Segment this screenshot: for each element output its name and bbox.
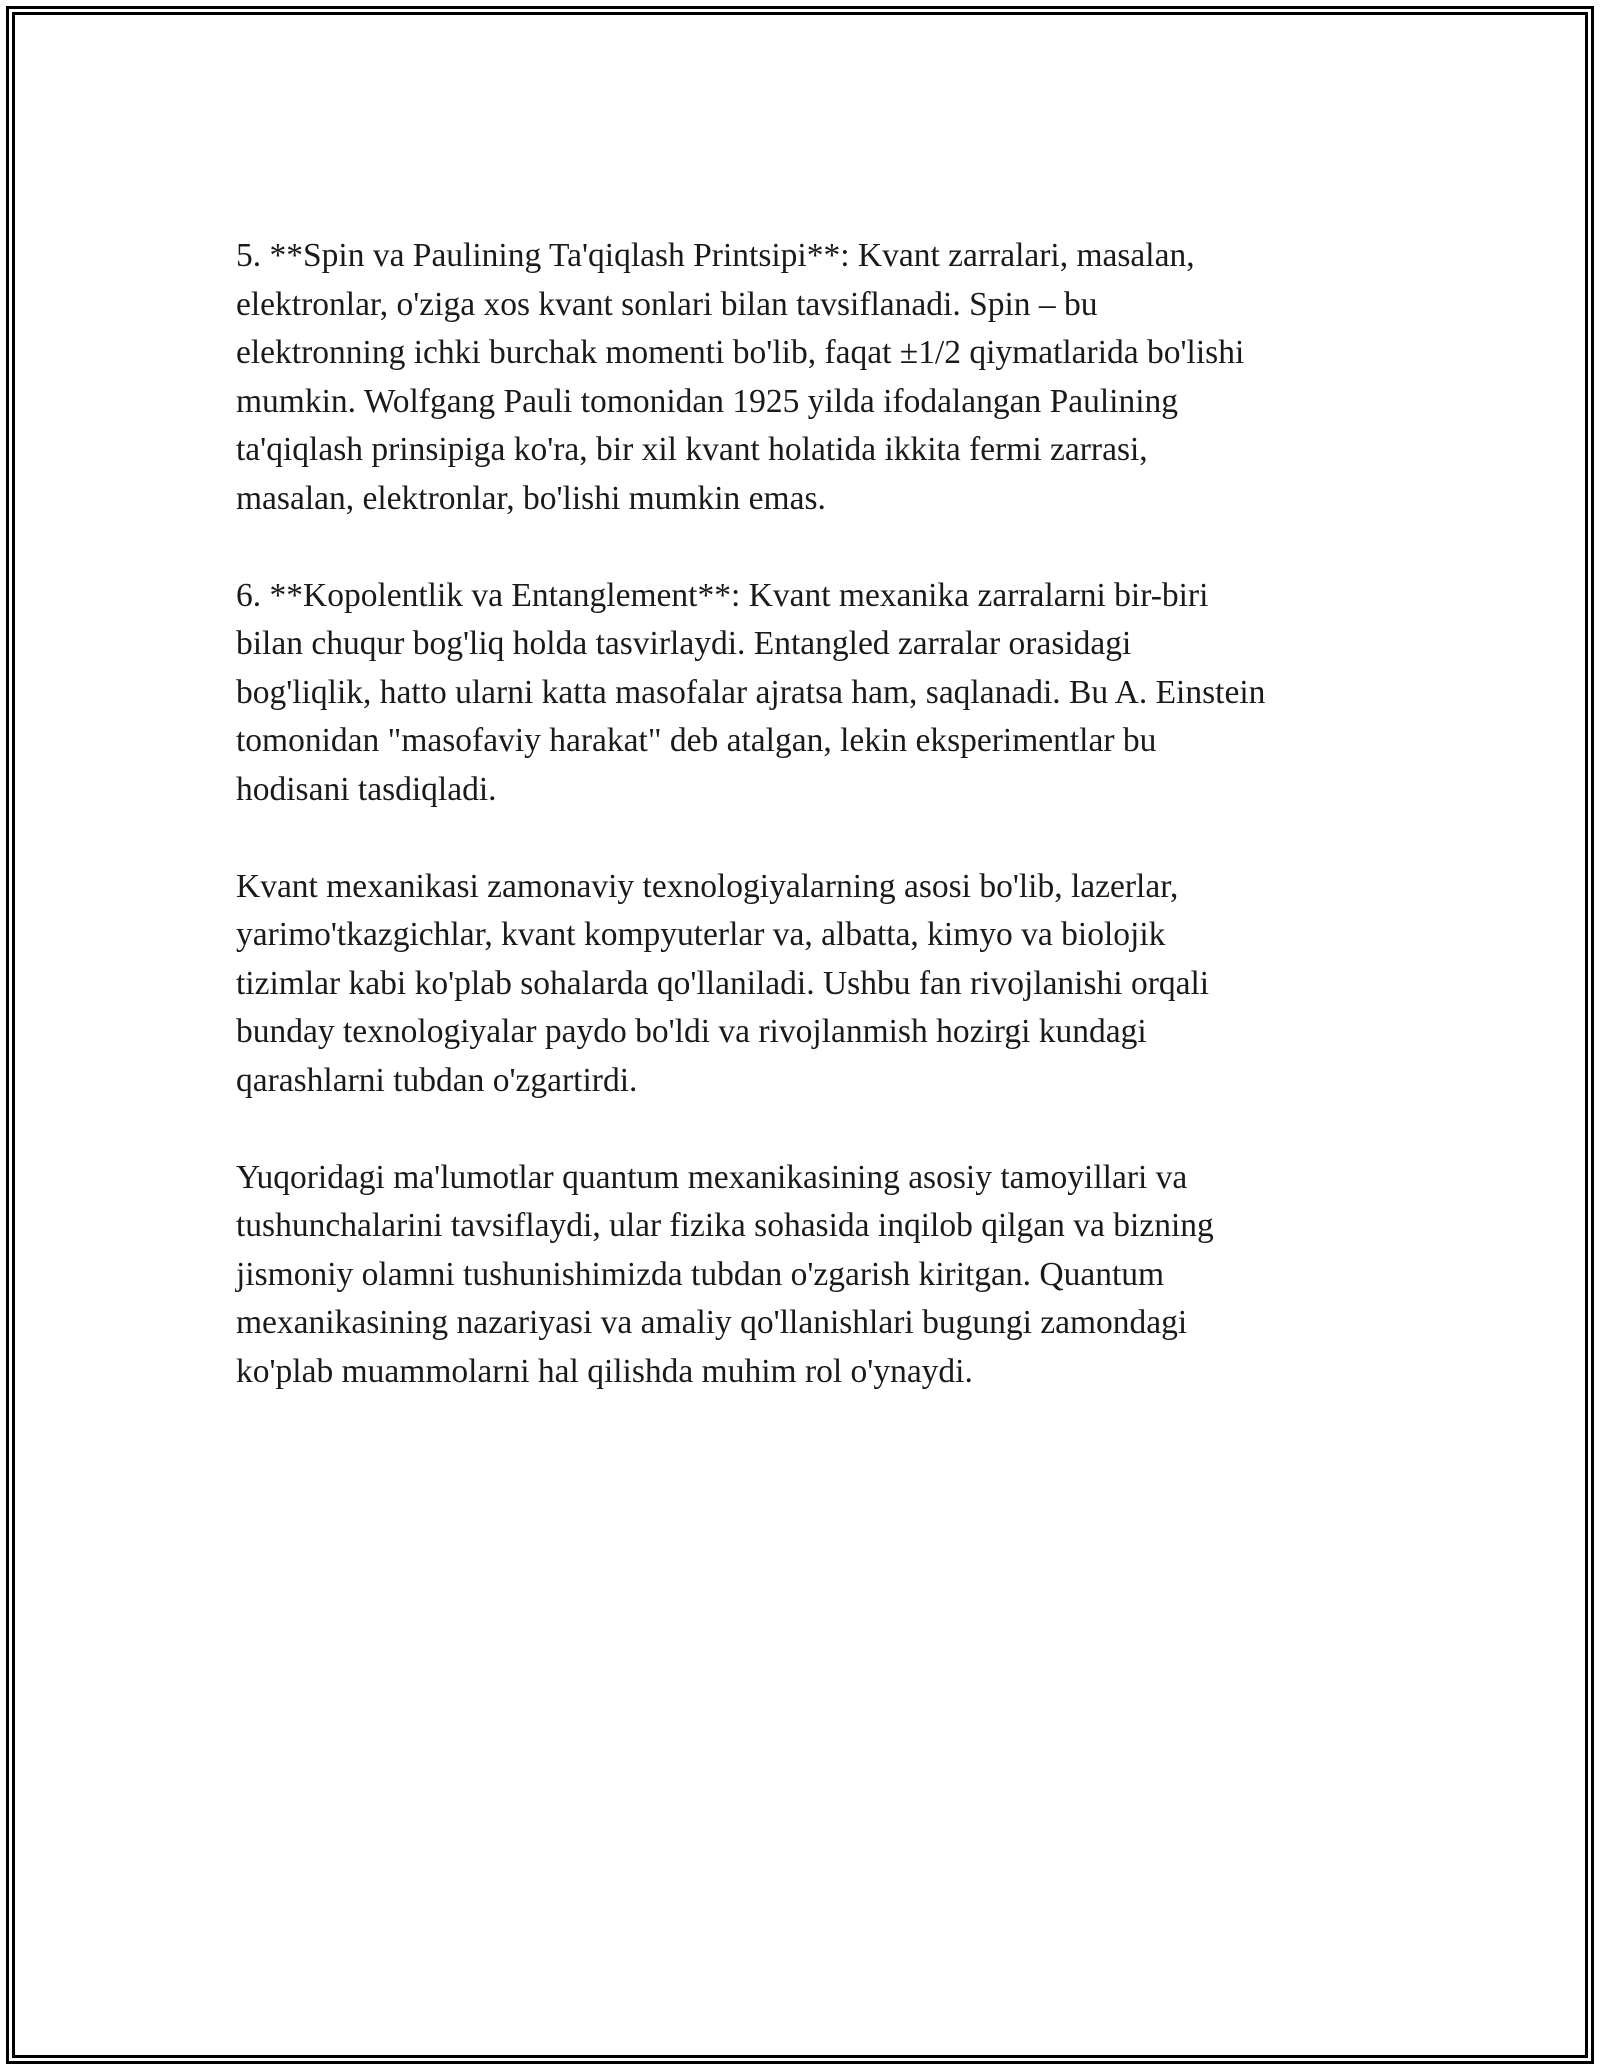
text-line: mumkin. Wolfgang Pauli tomonidan 1925 yilda ifodalangan Paulining [236,382,1179,420]
text-line: bilan chuqur bog'liq holda tasvirlaydi. Entangled zarralar orasidagi [236,625,1132,662]
paragraph-applications [236,863,1376,1106]
text-line: hodisani tasdiqladi. [236,770,497,808]
text-line: masalan, elektronlar, bo'lishi mumkin emas. [236,479,826,517]
text-line: 6. **Kopolentlik va Entanglement**: Kvant mexanika zarralarni bir-biri [236,576,1209,614]
text-line: ko'plab muammolarni hal qilishda muhim rol o'ynaydi. [236,1352,973,1390]
text-line: ta'qiqlash prinsipiga ko'ra, bir xil kvant holatida ikkita fermi zarrasi, [236,431,1148,468]
text-line: bog'liqlik, hatto ularni katta masofalar ajratsa ham, saqlanadi. Bu A. Einstein [236,673,1266,711]
text-line: Yuqoridagi ma'lumotlar quantum mexanikasining asosiy tamoyillari va [236,1158,1188,1196]
text-line: yarimo'tkazgichlar, kvant kompyuterlar va, albatta, kimyo va biolojik [236,916,1166,953]
paragraph-spin-pauli [236,232,1376,523]
text-line: tomonidan "masofaviy harakat" deb atalgan, lekin eksperimentlar bu [236,722,1157,759]
text-line: elektronlar, o'ziga xos kvant sonlari bilan tavsiflanadi. Spin – bu [236,285,1098,323]
text-line: tizimlar kabi ko'plab sohalarda qo'llaniladi. Ushbu fan rivojlanishi orqali [236,964,1210,1002]
text-line: qarashlarni tubdan o'zgartirdi. [236,1061,638,1099]
text-line: Kvant mexanikasi zamonaviy texnologiyalarning asosi bo'lib, lazerlar, [236,867,1179,905]
paragraph-conclusion [236,1154,1376,1397]
text-line: tushunchalarini tavsiflaydi, ular fizika sohasida inqilob qilgan va bizning [236,1207,1214,1244]
document-body [236,232,1376,1445]
text-line: elektronning ichki burchak momenti bo'lib, faqat ±1/2 qiymatlarida bo'lishi [236,334,1245,371]
text-line: 5. **Spin va Paulining Ta'qiqlash Printsipi**: Kvant zarralari, masalan, [236,237,1195,274]
text-line: bunday texnologiyalar paydo bo'ldi va rivojlanmish hozirgi kundagi [236,1013,1147,1050]
text-line: jismoniy olamni tushunishimizda tubdan o'zgarish kiritgan. Quantum [236,1255,1165,1293]
text-line: mexanikasining nazariyasi va amaliy qo'llanishlari bugungi zamondagi [236,1304,1188,1341]
paragraph-entanglement [236,572,1376,815]
